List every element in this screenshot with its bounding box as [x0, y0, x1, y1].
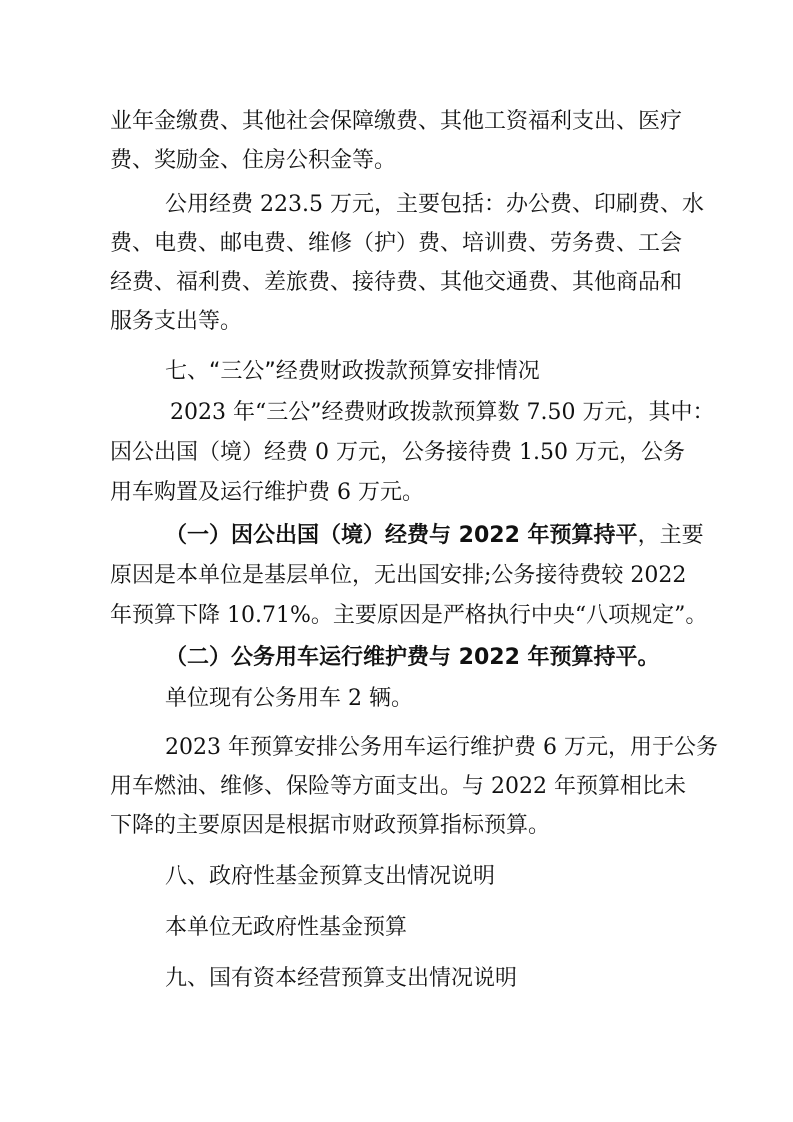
body-text-line: 用车购置及运行维护费 6 万元。 [110, 480, 424, 505]
subsection-line [165, 521, 793, 551]
body-text-line: 用车燃油、维修、保险等方面支出。与 2022 年预算相比未 [110, 774, 686, 799]
body-text-line: 本单位无政府性基金预算 [165, 915, 408, 940]
body-text-line: 2023 年“三公”经费财政拨款预算数 7.50 万元，其中： [170, 400, 715, 425]
section-heading-9: 九、国有资本经营预算支出情况说明 [165, 966, 518, 991]
body-text-fragment: ，主要 [637, 523, 704, 548]
body-text-line: 业年金缴费、其他社会保障缴费、其他工资福利支出、医疗 [110, 109, 683, 134]
body-text-line: 费、奖励金、住房公积金等。 [110, 148, 397, 173]
body-text-line: 因公出国（境）经费 0 万元，公务接待费 1.50 万元，公务 [110, 440, 685, 465]
body-text-line: 年预算下降 10.71%。主要原因是严格执行中央“八项规定”。 [110, 603, 708, 628]
section-heading-8: 八、政府性基金预算支出情况说明 [165, 864, 496, 889]
subsection-heading-2: （二）公务用车运行维护费与 2022 年预算持平。 [165, 645, 660, 670]
body-text-line: 2023 年预算安排公务用车运行维护费 6 万元，用于公务 [165, 735, 718, 760]
section-heading-7: 七、“三公”经费财政拨款预算安排情况 [165, 359, 540, 384]
body-text-line: 公用经费 223.5 万元，主要包括：办公费、印刷费、水 [165, 192, 704, 217]
body-text-line: 单位现有公务用车 2 辆。 [165, 686, 413, 711]
body-text-line: 服务支出等。 [110, 309, 243, 334]
body-text-line: 原因是本单位是基层单位，无出国安排;公务接待费较 2022 [110, 563, 687, 588]
body-text-line: 经费、福利费、差旅费、接待费、其他交通费、其他商品和 [110, 270, 683, 295]
body-text-line: 下降的主要原因是根据市财政预算指标预算。 [110, 813, 551, 838]
subsection-heading-1: （一）因公出国（境）经费与 2022 年预算持平 [165, 523, 638, 548]
body-text-line: 费、电费、邮电费、维修（护）费、培训费、劳务费、工会 [110, 231, 683, 256]
